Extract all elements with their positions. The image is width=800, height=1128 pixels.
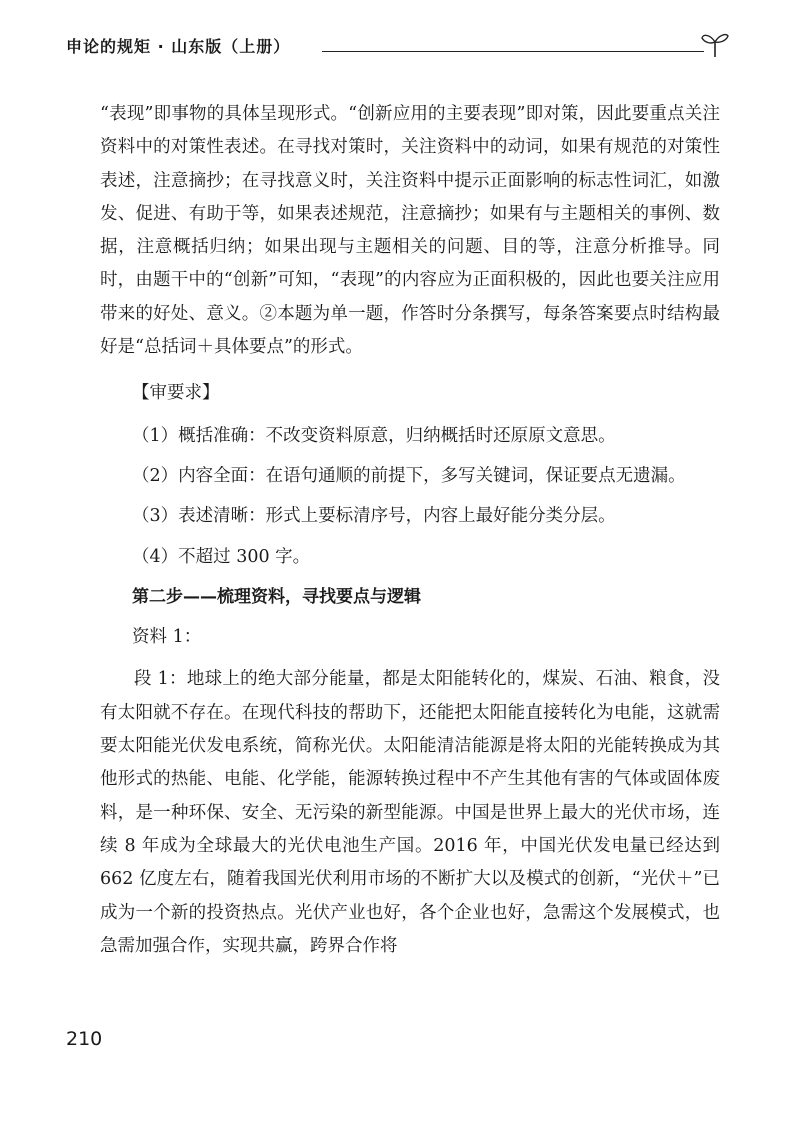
requirement-item-3: （3）表述清晰：形式上要标清序号，内容上最好能分类分层。: [132, 506, 616, 527]
material-label: 资料 1：: [132, 627, 202, 648]
material-paragraph: 段 1：地球上的绝大部分能量，都是太阳能转化的，煤炭、石油、粮食，没有太阳就不存在。在现代科技的帮助下，还能把太阳能直接转化为电能，这就需要太阳能光伏发电系统，简称光伏。太阳能清洁能源是将太阳的光能转换成为其他形式的热能、电能、化学能，能源转换过程中不产生其他有害的气体或固体废料，是一种环保、安全、无污染的新型能源。中国是世界上最大的光伏市场，连续 8 年成为全球最大的光伏电池生产国。2016 年，中国光伏发电量已经达到 662 亿度左右，随着我国光伏利用市场的不断扩大以及模式的创新，“光伏＋”已成为一个新的投资热点。光伏产业也好，各个企业也好，急需这个发展模式，也急需加强合作，实现共赢，跨界合作将: [100, 669, 720, 956]
requirement-item-1: （1）概括准确：不改变资料原意，归纳概括时还原原文意思。: [132, 425, 616, 446]
book-title: 申论的规矩 · 山东版（上册）: [66, 37, 291, 56]
header-rule: [322, 51, 704, 52]
requirements-heading: 【审要求】: [132, 383, 220, 404]
running-header: [66, 30, 730, 64]
requirement-item-4: （4）不超过 300 字。: [132, 546, 311, 567]
page-body: [100, 98, 720, 963]
requirement-item-2: （2）内容全面：在语句通顺的前提下，多写关键词，保证要点无遗漏。: [132, 465, 686, 486]
page-number: 210: [66, 1028, 103, 1050]
step-heading: 第二步——梳理资料，寻找要点与逻辑: [132, 586, 421, 607]
intro-paragraph: “表现”即事物的具体呈现形式。“创新应用的主要表现”即对策，因此要重点关注资料中的对策性表述。在寻找对策时，关注资料中的动词，如果有规范的对策性表述，注意摘抄；在寻找意义时，关注资料中提示正面影响的标志性词汇，如激发、促进、有助于等，如果表述规范，注意摘抄；如果有与主题相关的事例、数据，注意概括归纳；如果出现与主题相关的问题、目的等，注意分析推导。同时，由题干中的“创新”可知，“表现”的内容应为正面积极的，因此也要关注应用带来的好处、意义。②本题为单一题，作答时分条撰写，每条答案要点时结构最好是“总括词＋具体要点”的形式。: [100, 104, 720, 358]
sprout-icon: [700, 30, 730, 58]
